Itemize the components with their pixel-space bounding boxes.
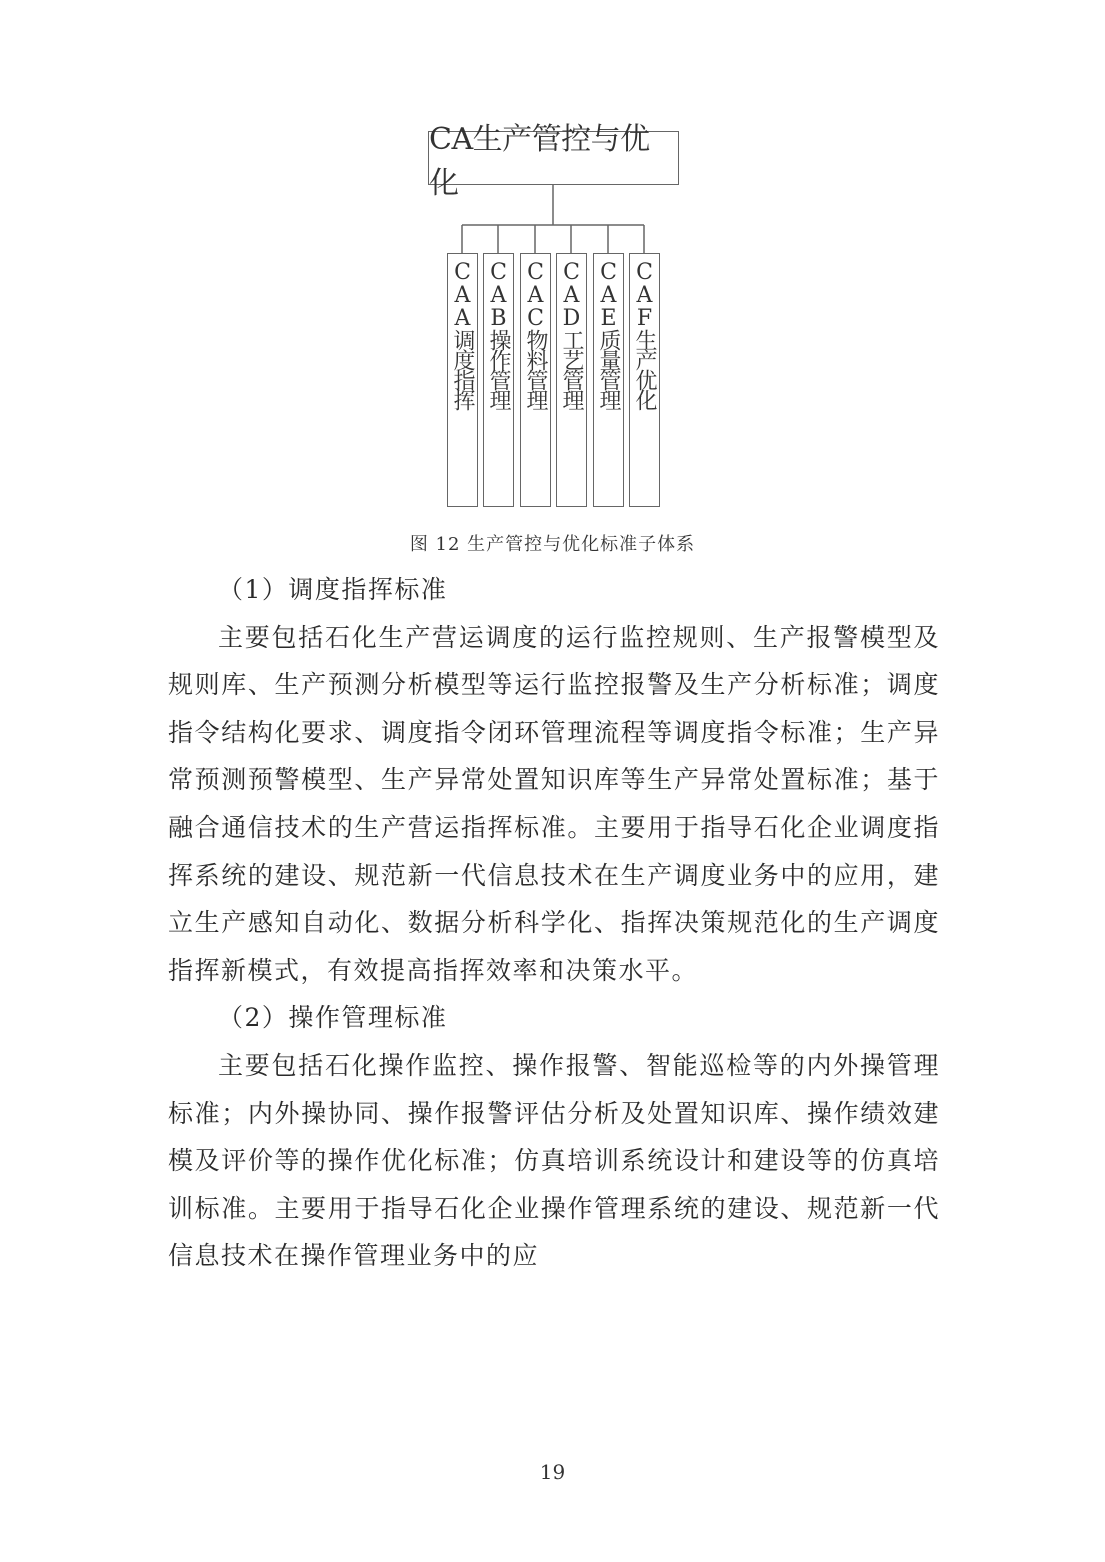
root-node <box>428 122 679 201</box>
child-node-label: CAB操作管理 <box>486 260 511 409</box>
child-node-caa <box>447 253 478 507</box>
section-heading-operation: （2）操作管理标准 <box>218 1003 448 1033</box>
child-node-label: CAE质量管理 <box>596 260 621 409</box>
root-node-label: CA生产管控与优化 <box>429 122 650 201</box>
section-paragraph-dispatch: 主要包括石化生产营运调度的运行监控规则、生产报警模型及规则库、生产预测分析模型等运行监控报警及生产分析标准；调度指令结构化要求、调度指令闭环管理流程等调度指令标准；生产异常预测预警模型、生产异常处置知识库等生产异常处置标准；基于融合通信技术的生产营运指挥标准。主要用于指导石化企业调度指挥系统的建设、规范新一代信息技术在生产调度业务中的应用，建立生产感知自动化、数据分析科学化、指挥决策规范化的生产调度指挥新模式，有效提高指挥效率和决策水平。 <box>168 622 940 985</box>
child-node-cad <box>556 253 587 507</box>
standards-tree-diagram <box>0 0 1105 520</box>
figure-caption: 图 12 生产管控与优化标准子体系 <box>409 534 696 555</box>
section-paragraph-operation: 主要包括石化操作监控、操作报警、智能巡检等的内外操管理标准；内外操协同、操作报警评估分析及处置知识库、操作绩效建模及评价等的操作优化标准；仿真培训系统设计和建设等的仿真培训标准。主要用于指导石化企业操作管理系统的建设、规范新一代信息技术在操作管理业务中的应 <box>168 1050 940 1271</box>
child-node-label: CAF生产优化 <box>632 260 657 409</box>
child-node-label: CAD工艺管理 <box>559 260 584 409</box>
section-heading-dispatch: （1）调度指挥标准 <box>218 575 448 604</box>
child-node-label: CAC物料管理 <box>523 260 548 409</box>
child-node-label: CAA调度指挥 <box>450 260 475 409</box>
child-node-cae <box>593 253 624 507</box>
child-node-caf <box>629 253 660 507</box>
document-body <box>168 566 940 1280</box>
child-node-cac <box>520 253 551 507</box>
page-number: 19 <box>539 1460 566 1484</box>
child-node-cab <box>483 253 514 507</box>
